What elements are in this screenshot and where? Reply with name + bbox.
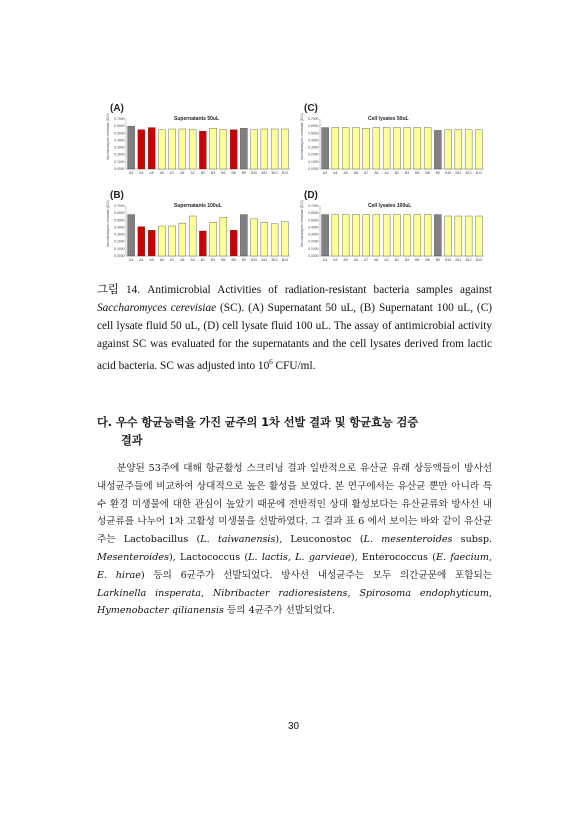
figure-caption [97, 281, 492, 375]
bar-A7 [169, 226, 176, 256]
bar-B13 [281, 129, 288, 169]
x-tick-label: B9 [435, 258, 440, 262]
y-tick-label: 0.3000 [114, 232, 125, 237]
bar-chart-a [104, 105, 294, 180]
x-tick-label: A6 [353, 171, 358, 175]
x-tick-label: B12 [465, 171, 472, 175]
bar-A5 [148, 230, 155, 256]
body-species-2: L. mesenteroides [363, 534, 453, 546]
bar-A8 [179, 223, 186, 256]
bar-B5 [220, 130, 227, 169]
x-tick-label: B2 [200, 258, 205, 262]
x-tick-label: B8 [425, 171, 430, 175]
bar-A5 [148, 128, 155, 169]
bar-B3 [404, 128, 411, 169]
bar-B3 [404, 215, 411, 256]
y-tick-label: 0.1000 [114, 246, 125, 251]
x-tick-label: B3 [405, 258, 410, 262]
chart-panel-d [298, 192, 488, 267]
x-tick-label: B13 [475, 171, 482, 175]
panel-title-d: Cell lysates 100uL [368, 203, 412, 209]
bar-B11 [455, 130, 462, 169]
caption-text-1: 그림 14. Antimicrobial Activities of radiation-resistant bacteria samples against [97, 284, 492, 296]
x-tick-label: A3 [129, 258, 134, 262]
y-tick-label: 0.2000 [308, 239, 319, 244]
chart-panel-a [104, 105, 294, 180]
caption-species: Saccharomyces cerevisiae [97, 302, 217, 314]
x-tick-label: A8 [180, 258, 185, 262]
x-tick-label: A2 [190, 258, 195, 262]
x-tick-label: A5 [343, 171, 348, 175]
body-text-2: ), Leuconostoc ( [275, 534, 364, 546]
x-tick-label: B2 [200, 171, 205, 175]
bar-B2 [199, 231, 206, 256]
y-tick-label: 0.6000 [308, 211, 319, 216]
bar-B12 [465, 216, 472, 256]
heading-line-1: 다. 우수 항균능력을 가진 균주의 1차 선발 결과 및 항균효능 검증 [97, 416, 419, 429]
bar-A8 [373, 128, 380, 169]
bar-A3 [128, 126, 135, 169]
panel-label-a: (A) [110, 103, 124, 114]
bar-B5 [414, 215, 421, 256]
body-text-5: ), Enterococcus ( [350, 551, 436, 563]
x-tick-label: A3 [323, 171, 328, 175]
y-tick-label: 0.4000 [114, 138, 125, 143]
x-tick-label: A4 [333, 258, 338, 262]
bar-B11 [455, 216, 462, 256]
y-tick-label: 0.4000 [308, 138, 319, 143]
x-tick-label: A7 [170, 258, 175, 262]
y-tick-label: 0.0000 [114, 167, 125, 171]
x-tick-label: B8 [425, 258, 430, 262]
x-tick-label: B13 [281, 258, 288, 262]
x-tick-label: A2 [384, 258, 389, 262]
y-axis-label: Saccharomyces cerevisiae (O.D) [106, 113, 110, 160]
bar-B9 [434, 130, 441, 169]
y-tick-label: 0.7000 [308, 117, 319, 121]
body-paragraph [97, 460, 492, 620]
x-tick-label: B9 [241, 171, 246, 175]
x-tick-label: B12 [465, 258, 472, 262]
bar-B10 [251, 219, 258, 256]
bar-chart-b [104, 192, 294, 267]
y-tick-label: 0.3000 [308, 232, 319, 237]
x-tick-label: B2 [394, 258, 399, 262]
bar-B8 [230, 130, 237, 169]
x-tick-label: A7 [364, 258, 369, 262]
bar-A6 [352, 215, 359, 256]
y-tick-label: 0.0000 [114, 254, 125, 258]
bar-A6 [352, 128, 359, 169]
bar-B5 [220, 217, 227, 256]
x-tick-label: B9 [435, 171, 440, 175]
body-text-1: 분양된 53주에 대해 항균활성 스크리닝 결과 일반적으로 유산균 유래 상등액들이 방사선 내성균주들에 비교하여 상대적으로 높은 활성을 보였다. 본 연구에서는 유산균 뿐만 아니라 특수 환경 미생물에 대한 관심이 높았기 때문에 전반적인 상대 활성보다는 유산균류와 방사선 내성균류를 나누어 1차 고활성 미생물을 선발하였다. 그 결과 표 6 에서 보이는 바와 같이 유산균주는 Lactobacillus ( [97, 463, 492, 546]
x-tick-label: B3 [405, 171, 410, 175]
x-tick-label: A4 [139, 258, 144, 262]
bar-A4 [332, 215, 339, 256]
y-tick-label: 0.1000 [308, 246, 319, 251]
y-tick-label: 0.7000 [114, 117, 125, 121]
y-tick-label: 0.5000 [114, 218, 125, 223]
bar-A4 [138, 227, 145, 256]
bar-A8 [179, 129, 186, 169]
bar-B9 [240, 215, 247, 256]
y-tick-label: 0.3000 [308, 145, 319, 150]
y-tick-label: 0.2000 [114, 239, 125, 244]
bar-B10 [251, 130, 258, 169]
body-species-4: L. lactis, L. garvieae [248, 551, 351, 563]
x-tick-label: B11 [455, 258, 462, 262]
x-tick-label: A5 [149, 171, 154, 175]
y-tick-label: 0.0000 [308, 254, 319, 258]
x-tick-label: A6 [159, 258, 164, 262]
x-tick-label: B8 [231, 171, 236, 175]
x-tick-label: B11 [261, 258, 268, 262]
section-heading [97, 414, 497, 450]
x-tick-label: B3 [211, 258, 216, 262]
y-tick-label: 0.4000 [114, 225, 125, 230]
panel-title-a: Supernatants 50uL [174, 116, 220, 122]
bar-B2 [393, 128, 400, 169]
bar-A7 [363, 128, 370, 169]
bar-A7 [363, 215, 370, 256]
panel-label-b: (B) [110, 190, 124, 201]
x-tick-label: B13 [475, 258, 482, 262]
bar-A6 [158, 226, 165, 256]
bar-A2 [189, 130, 196, 169]
x-tick-label: B12 [271, 171, 278, 175]
panel-label-d: (D) [304, 190, 318, 201]
body-text-6: ) 등의 6균주가 선발되었다. 방사선 내성균주는 모두 의간균문에 포함되는 [140, 569, 492, 581]
y-tick-label: 0.5000 [308, 131, 319, 136]
x-tick-label: B10 [445, 258, 452, 262]
y-tick-label: 0.7000 [114, 204, 125, 208]
bar-B12 [271, 129, 278, 169]
x-tick-label: A4 [139, 171, 144, 175]
bar-B12 [465, 130, 472, 169]
y-axis-label: Saccharomyces cerevisiae (O.D) [300, 113, 304, 160]
bar-B8 [230, 230, 237, 256]
y-tick-label: 0.0000 [308, 167, 319, 171]
x-tick-label: B3 [211, 171, 216, 175]
bar-B8 [424, 128, 431, 169]
x-tick-label: A8 [180, 171, 185, 175]
caption-text-3: CFU/ml. [272, 359, 316, 372]
body-species-3: Mesenteroides [97, 551, 169, 563]
body-text-3: subsp. [452, 534, 493, 546]
bar-chart-d [298, 192, 488, 267]
bar-A6 [158, 130, 165, 169]
x-tick-label: B5 [221, 258, 226, 262]
bar-B9 [434, 215, 441, 256]
body-species-1: L. taiwanensis [200, 534, 276, 546]
chart-panel-c [298, 105, 488, 180]
bar-A2 [189, 216, 196, 256]
bar-A5 [342, 215, 349, 256]
panel-label-c: (C) [304, 103, 318, 114]
x-tick-label: B5 [415, 258, 420, 262]
heading-line-2: 결과 [121, 434, 143, 447]
x-tick-label: B2 [394, 171, 399, 175]
y-tick-label: 0.6000 [114, 211, 125, 216]
y-tick-label: 0.6000 [114, 124, 125, 129]
x-tick-label: B12 [271, 258, 278, 262]
bar-B13 [281, 222, 288, 256]
x-tick-label: A6 [353, 258, 358, 262]
bar-B13 [475, 216, 482, 256]
bar-A2 [383, 128, 390, 169]
x-tick-label: B9 [241, 258, 246, 262]
x-tick-label: A3 [129, 171, 134, 175]
bar-B9 [240, 128, 247, 169]
x-tick-label: A7 [364, 171, 369, 175]
x-tick-label: B5 [415, 171, 420, 175]
bar-B5 [414, 128, 421, 169]
x-tick-label: B10 [251, 258, 258, 262]
chart-panel-b [104, 192, 294, 267]
bar-B3 [210, 128, 217, 169]
bar-A5 [342, 128, 349, 169]
bar-B10 [445, 130, 452, 169]
bar-chart-c [298, 105, 488, 180]
x-tick-label: B10 [445, 171, 452, 175]
bar-B3 [210, 222, 217, 256]
y-tick-label: 0.6000 [308, 124, 319, 129]
x-tick-label: A4 [333, 171, 338, 175]
y-tick-label: 0.1000 [114, 159, 125, 164]
body-species-5: E. faecium, E. hirae [97, 551, 492, 581]
x-tick-label: A2 [190, 171, 195, 175]
body-text-4: ), Lactococcus ( [169, 551, 249, 563]
x-tick-label: A8 [374, 171, 379, 175]
x-tick-label: B11 [455, 171, 462, 175]
y-tick-label: 0.1000 [308, 159, 319, 164]
page-number: 30 [287, 721, 300, 732]
bar-B2 [393, 215, 400, 256]
bar-B2 [199, 131, 206, 169]
x-tick-label: A6 [159, 171, 164, 175]
y-axis-label: Saccharomyces cerevisiae (O.D) [300, 200, 304, 247]
bar-A3 [128, 215, 135, 256]
caption-text-2: (SC). (A) Supernatant 50 uL, (B) Supernatant 100 uL, (C) cell lysate fluid 50 uL, (D) cell lysate fluid 100 uL. The assay of antimicrobial activity against SC was evaluated for the supernatants and the cell lysates derived from lactic acid bacteria. SC was adjusted into 10 [97, 302, 492, 372]
bar-A4 [332, 128, 339, 169]
y-axis-label: Saccharomyces cerevisiae (O.D) [106, 200, 110, 247]
x-tick-label: A5 [343, 258, 348, 262]
y-tick-label: 0.7000 [308, 204, 319, 208]
bar-B8 [424, 215, 431, 256]
bar-B12 [271, 224, 278, 256]
x-tick-label: B8 [231, 258, 236, 262]
x-tick-label: A2 [384, 171, 389, 175]
bar-B11 [261, 129, 268, 169]
body-species-6: Larkinella insperata, Nibribacter radioresistens, Spirosoma endophyticum, Hymenobacter qilianensis [97, 587, 492, 617]
bar-A8 [373, 215, 380, 256]
bar-A4 [138, 130, 145, 169]
y-tick-label: 0.2000 [114, 152, 125, 157]
x-tick-label: A8 [374, 258, 379, 262]
bar-A2 [383, 215, 390, 256]
x-tick-label: A5 [149, 258, 154, 262]
bar-B13 [475, 130, 482, 169]
bar-B11 [261, 222, 268, 256]
y-tick-label: 0.4000 [308, 225, 319, 230]
body-text-7: 등의 4균주가 선발되었다. [223, 605, 335, 617]
panel-title-c: Cell lysates 50uL [368, 116, 409, 122]
bar-A3 [322, 215, 329, 256]
bar-B10 [445, 216, 452, 256]
y-tick-label: 0.3000 [114, 145, 125, 150]
y-tick-label: 0.5000 [114, 131, 125, 136]
x-tick-label: A3 [323, 258, 328, 262]
x-tick-label: A7 [170, 171, 175, 175]
bar-A3 [322, 128, 329, 169]
y-tick-label: 0.5000 [308, 218, 319, 223]
y-tick-label: 0.2000 [308, 152, 319, 157]
caption-superscript: 6 [269, 358, 273, 366]
x-tick-label: B11 [261, 171, 268, 175]
panel-title-b: Supernatants 100uL [174, 203, 222, 209]
x-tick-label: B10 [251, 171, 258, 175]
x-tick-label: B5 [221, 171, 226, 175]
bar-A7 [169, 129, 176, 169]
x-tick-label: B13 [281, 171, 288, 175]
